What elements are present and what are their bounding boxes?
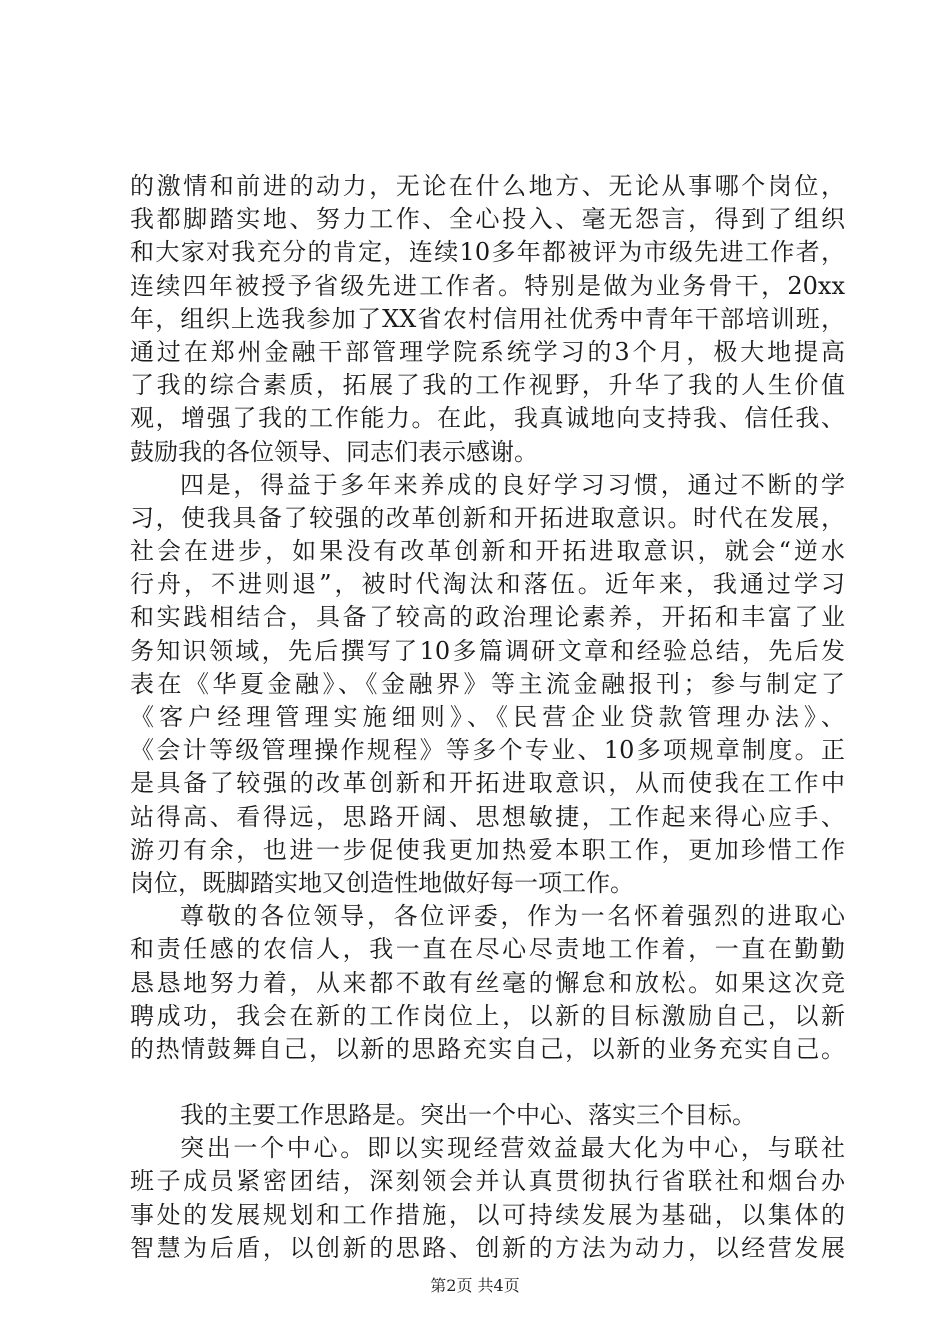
page-number: 第2页 共4页 [430,1276,520,1295]
text-line: 通过在郑州金融干部管理学院系统学习的3个月，极大地提高 [130,337,845,366]
text-line: 和大家对我充分的肯定，连续10多年都被评为市级先进工作者， [130,238,845,267]
text-line: 的热情鼓舞自己，以新的思路充实自己，以新的业务充实自己。 [130,1034,845,1063]
text-line: 了我的综合素质，拓展了我的工作视野，升华了我的人生价值 [130,371,845,400]
text-line: 智慧为后盾，以创新的思路、创新的方法为动力，以经营发展 [130,1233,845,1262]
text-line: 尊敬的各位领导，各位评委，作为一名怀着强烈的进取心 [180,902,845,931]
text-line: 观，增强了我的工作能力。在此，我真诚地向支持我、信任我、 [130,404,845,433]
text-line: 我都脚踏实地、努力工作、全心投入、毫无怨言，得到了组织 [130,205,845,234]
text-line: 社会在进步，如果没有改革创新和开拓进取意识，就会“逆水 [130,537,845,566]
text-line: 站得高、看得远，思路开阔、思想敏捷，工作起来得心应手、 [130,802,845,831]
text-line: 《客户经理管理实施细则》、《民营企业贷款管理办法》、 [130,703,845,731]
text-line: 四是，得益于多年来养成的良好学习习惯，通过不断的学 [180,470,845,499]
text-line: 和实践相结合，具备了较高的政治理论素养，开拓和丰富了业 [130,603,845,632]
paragraph-gap [130,1066,845,1099]
text-line: 表在《华夏金融》、《金融界》等主流金融报刊；参与制定了 [130,669,845,698]
text-line: 我的主要工作思路是。突出一个中心、落实三个目标。 [180,1101,756,1130]
text-line: 的激情和前进的动力，无论在什么地方、无论从事哪个岗位， [130,172,845,200]
text-line: 是具备了较强的改革创新和开拓进取意识，从而使我在工作中 [130,769,845,798]
text-line: 岗位，既脚踏实地又创造性地做好每一项工作。 [130,868,634,897]
text-line: 务知识领域，先后撰写了10多篇调研文章和经验总结，先后发 [130,636,845,665]
page-footer [0,1273,950,1296]
text-line: 班子成员紧密团结，深刻领会并认真贯彻执行省联社和烟台办 [130,1167,845,1196]
text-line: 鼓励我的各位领导、同志们表示感谢。 [130,437,538,466]
document-body [130,170,845,1265]
text-line: 行舟，不进则退”，被时代淘汰和落伍。近年来，我通过学习 [130,570,845,599]
text-line: 连续四年被授予省级先进工作者。特别是做为业务骨干，20xx [130,271,845,300]
text-line: 《会计等级管理操作规程》等多个专业、10多项规章制度。正 [130,736,845,765]
text-line: 聘成功，我会在新的工作岗位上，以新的目标激励自己，以新 [130,1001,845,1030]
text-line: 游刃有余，也进一步促使我更加热爱本职工作，更加珍惜工作 [130,835,845,864]
text-line: 习，使我具备了较强的改革创新和开拓进取意识。时代在发展， [130,503,845,532]
text-line: 突出一个中心。即以实现经营效益最大化为中心，与联社 [180,1134,845,1163]
text-line: 年，组织上选我参加了XX省农村信用社优秀中青年干部培训班， [130,304,845,333]
text-line: 恳恳地努力着，从来都不敢有丝毫的懈怠和放松。如果这次竞 [130,968,845,997]
text-line: 事处的发展规划和工作措施，以可持续发展为基础，以集体的 [130,1200,845,1229]
text-line: 和责任感的农信人，我一直在尽心尽责地工作着，一直在勤勤 [130,935,845,964]
